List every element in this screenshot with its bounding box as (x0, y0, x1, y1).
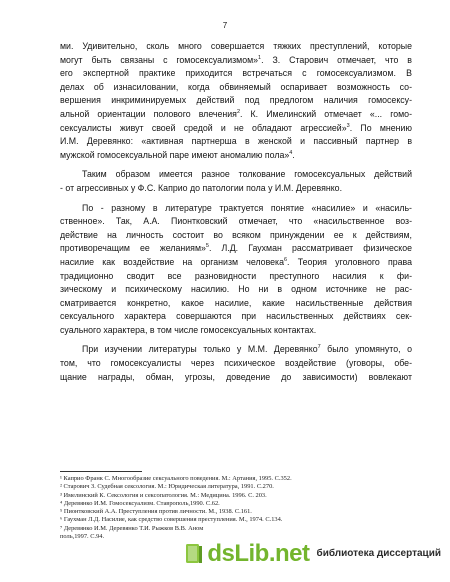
text-line: вершения инкриминируемых действий под предлогом наличия гомосексу- (60, 95, 412, 106)
text-line: суального характера, в том числе гомосексуальных контактах. (60, 324, 317, 335)
text-line: альной ориентации полового влечения$^2$. К. Имелинский отмечает «... гомо- (60, 108, 413, 119)
text-line: противоречащим ее желаниям»$^5$. Л.Д. Гаухман рассматривает физическое (60, 243, 412, 254)
footnotes (60, 475, 360, 541)
text-line: традиционно сводит все разновидности преступного насилия к фи- (60, 270, 412, 281)
body-text (60, 40, 412, 384)
footnote-separator (60, 471, 142, 472)
footnote: ² Старович З. Судебная сексология. М.: Юридическая литература, 1991. С.270. (60, 483, 274, 491)
footnote: ⁴ Деревянко И.М. Гомосексуализм. Ставрополь,1990. С.62. (60, 499, 220, 507)
text-line: сматривается конкретно, какое насилие, какие насильственные действия (60, 297, 412, 308)
page-number: 7 (222, 21, 228, 30)
text-line: делах об изнасиловании, когда обвиняемый оспаривает возможность со- (60, 81, 412, 92)
footnote: ⁶ Гаухман Л.Д. Насилие, как средство совершения преступления. М., 1974. С.134. (60, 516, 283, 524)
footnote-ref[interactable]: 1 (258, 54, 262, 61)
footnote-ref[interactable]: 7 (317, 344, 321, 351)
footnote-ref[interactable]: 4 (289, 149, 293, 156)
watermark[interactable] (185, 540, 444, 568)
watermark-logo: dsLib.net (207, 540, 310, 567)
text-line: мужской гомосексуальной паре имеют аномалию пола»$^4$. (60, 149, 295, 160)
text-line: ми. Удивительно, сколь много совершается тяжких преступлений, которые (60, 41, 412, 51)
footnote: ⁵ Пионтковский А.А. Преступления против личности. М., 1938. С.161. (60, 508, 252, 516)
text-line: ственное». Так, А.А. Пионтковский отмечает, что «насильственное воз- (60, 216, 412, 227)
text-line: насилие как воздействие на организм человека$^6$. Теория уголовного права (60, 256, 412, 267)
text-line: По - разному в литературе трактуется понятие «насилие» и «насиль- (82, 202, 412, 213)
text-line: его экспертной практике приходится встречаться с гомосексуализмом. В (60, 68, 412, 79)
footnote-ref[interactable]: 5 (205, 243, 209, 250)
footnote: ⁷ Деревянко И.М. Деревянко Т.И. Рыжков В.В. Аном (60, 524, 204, 532)
text-line: Таким образом имеется разное толкование гомосексуальных действий (82, 169, 412, 180)
text-line: действие на личность состоит во всяком принуждении ее к действиям, (60, 229, 412, 240)
text-line: При изучении литературы только у М.М. Деревянко$^7$ было упомянуто, о (82, 344, 412, 355)
text-line: сексуального характера совершаются при насильственных действиях сек- (60, 311, 412, 322)
footnote-ref[interactable]: 3 (346, 122, 350, 129)
watermark-caption: библиотека диссертаций (314, 547, 444, 561)
text-line: том, что гомосексуалисты через психическое воздействие (уговоры, обе- (60, 358, 412, 369)
text-line: сексуалисты живут своей средой и не обладают агрессией»$^3$. По мнению (60, 122, 413, 133)
book-icon (185, 543, 203, 565)
text-line: могут быть связаны с гомосексуализмом»$^1$. З. Старович отмечает, что в (60, 54, 412, 65)
text-line: зическому и психическому насилию. Но ни в одном источнике не рас- (60, 284, 412, 295)
footnote: ¹ Каприо Франк С. Многообразие сексуального поведения. М.: Артания, 1995. С.352. (60, 475, 292, 482)
footnote: поль,1997. С.94. (60, 533, 105, 541)
text-line: И.М. Деревянко: «активная партнерша в женской и пассивный партнер в (60, 136, 412, 147)
footnote-ref[interactable]: 6 (283, 256, 288, 263)
text-line: - от агрессивных у Ф.С. Каприо до патологии пола у И.М. Деревянко. (60, 182, 343, 193)
footnote: ³ Имелинский К. Сексология и сексопатология. М.: Медицина. 1996. С. 203. (60, 491, 267, 499)
footnote-ref[interactable]: 2 (236, 109, 240, 116)
text-line: щание награды, обман, угрозы, доведение до зависимости) вовлекают (60, 371, 412, 382)
